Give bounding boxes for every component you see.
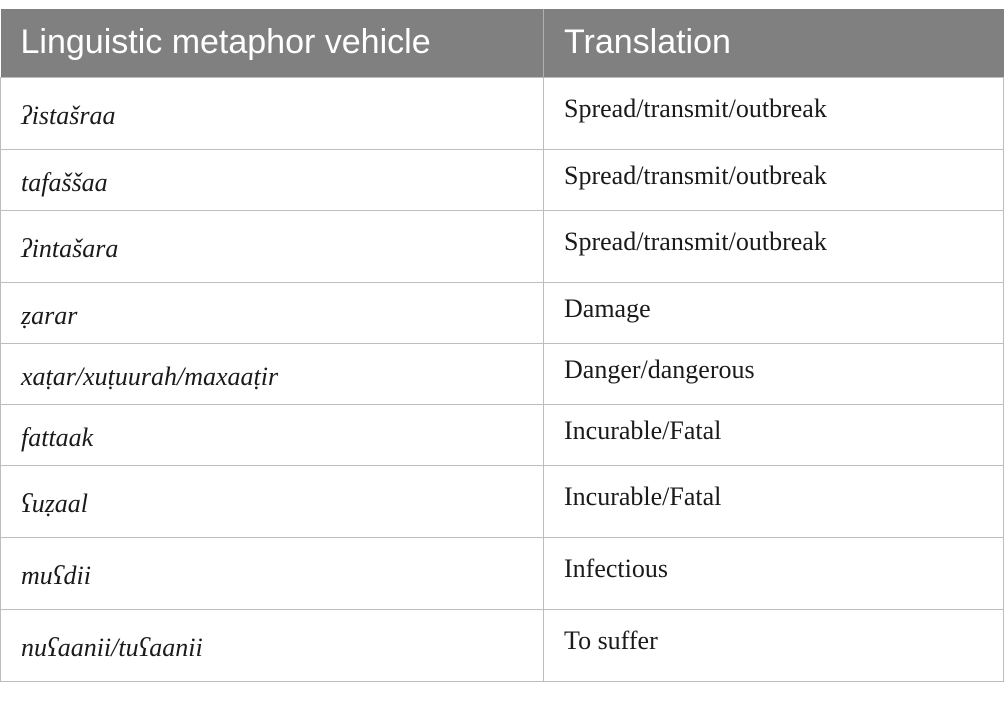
translation-cell: Spread/transmit/outbreak bbox=[544, 210, 1004, 282]
translation-cell: Spread/transmit/outbreak bbox=[544, 149, 1004, 210]
header-translation: Translation bbox=[544, 9, 1004, 77]
table-row bbox=[1, 537, 1004, 609]
translation-cell: Spread/transmit/outbreak bbox=[544, 77, 1004, 149]
translation-cell: Damage bbox=[544, 282, 1004, 343]
table-row bbox=[1, 149, 1004, 210]
translation-cell: Incurable/Fatal bbox=[544, 465, 1004, 537]
term-cell: muʕdii bbox=[1, 537, 544, 609]
term-cell: ʔintašara bbox=[1, 210, 544, 282]
term-cell: xaṭar/xuṭuurah/maxaaṭir bbox=[1, 343, 544, 404]
table-row bbox=[1, 210, 1004, 282]
translation-cell: Danger/dangerous bbox=[544, 343, 1004, 404]
term-cell: nuʕaanii/tuʕaanii bbox=[1, 609, 544, 681]
table-row bbox=[1, 609, 1004, 681]
term-cell: fattaak bbox=[1, 404, 544, 465]
table-row bbox=[1, 282, 1004, 343]
table-body bbox=[1, 77, 1004, 681]
term-cell: ʕuẓaal bbox=[1, 465, 544, 537]
translation-cell: To suffer bbox=[544, 609, 1004, 681]
table-row bbox=[1, 404, 1004, 465]
header-linguistic-metaphor-vehicle: Linguistic metaphor vehicle bbox=[1, 9, 544, 77]
table-row bbox=[1, 465, 1004, 537]
term-cell: ẓarar bbox=[1, 282, 544, 343]
term-cell: tafaššaa bbox=[1, 149, 544, 210]
table-header bbox=[1, 9, 1004, 77]
table-row bbox=[1, 343, 1004, 404]
header-row bbox=[1, 9, 1004, 77]
metaphor-table bbox=[0, 9, 1004, 682]
term-cell: ʔistašraa bbox=[1, 77, 544, 149]
translation-cell: Incurable/Fatal bbox=[544, 404, 1004, 465]
translation-cell: Infectious bbox=[544, 537, 1004, 609]
table-row bbox=[1, 77, 1004, 149]
